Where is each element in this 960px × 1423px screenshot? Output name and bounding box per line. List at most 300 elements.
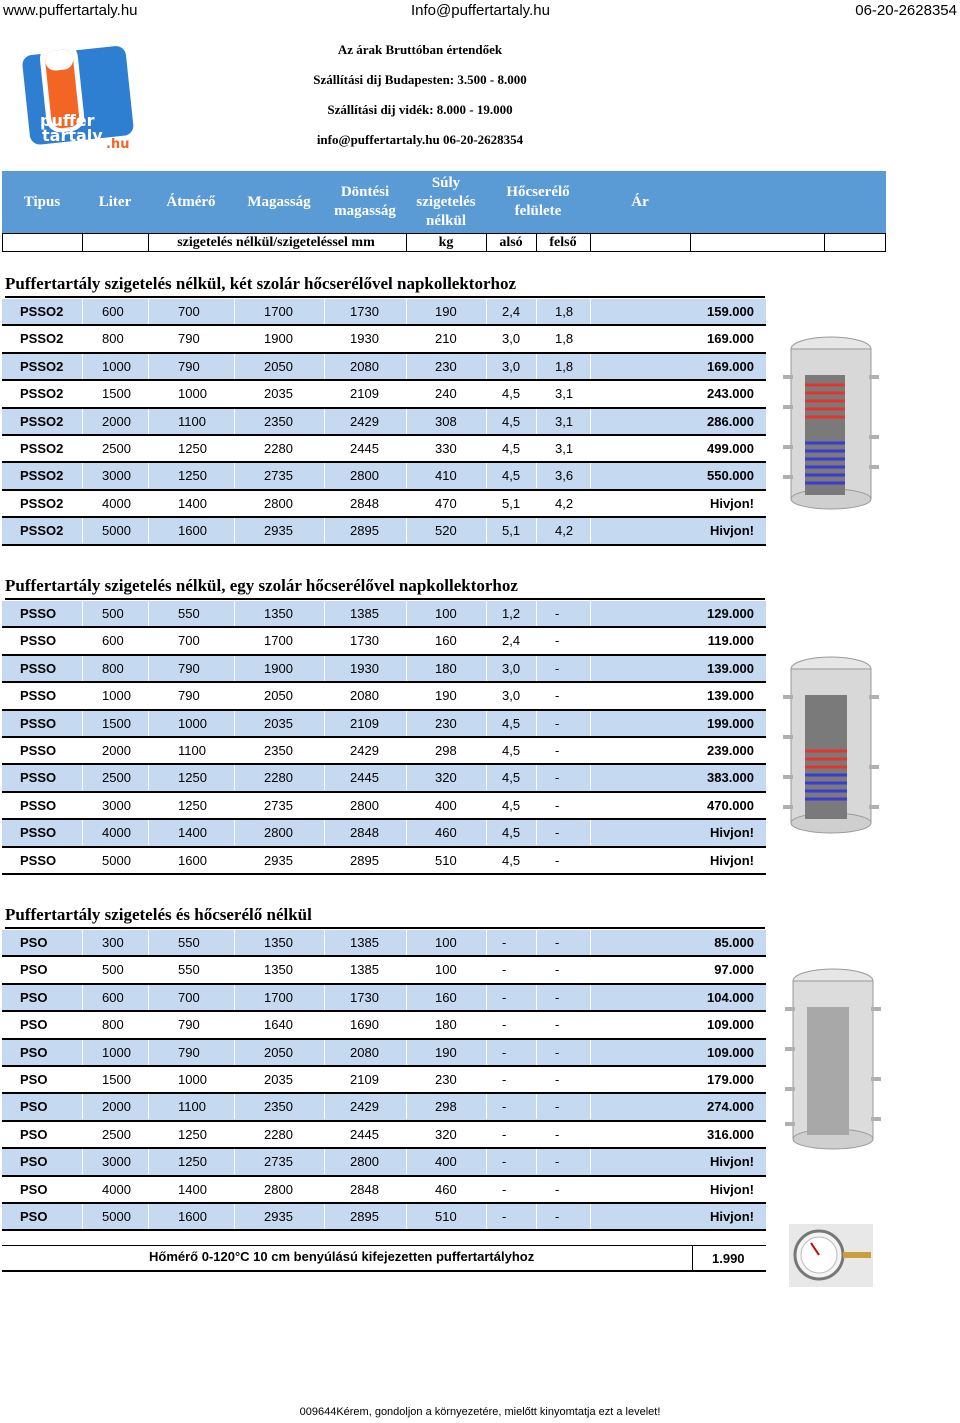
- cell-height: 1350: [264, 935, 293, 950]
- cell-liter: 3000: [102, 1154, 131, 1170]
- cell-weight: 100: [435, 935, 457, 950]
- cell-type: PSSO2: [20, 413, 64, 429]
- cell-type: PSSO: [20, 825, 57, 841]
- cell-tilt-height: 2080: [350, 358, 379, 374]
- cell-diameter: 1000: [178, 715, 207, 731]
- cell-liter: 800: [102, 331, 124, 347]
- cell-height: 2050: [264, 358, 293, 374]
- cell-hx-upper: 1,8: [555, 331, 574, 347]
- col-diameter: Átmérő: [166, 193, 216, 210]
- cell-height: 2800: [264, 495, 293, 511]
- cell-diameter: 1600: [178, 523, 207, 539]
- cell-diameter: 790: [178, 1044, 200, 1060]
- col-weight: Súly szigetelés nélkül: [416, 174, 476, 229]
- cell-type: PSSO2: [20, 386, 64, 402]
- cell-hx-lower: 4,5: [502, 852, 521, 868]
- table-row: [2, 930, 766, 957]
- table-row: [2, 1177, 766, 1204]
- cell-hx-upper: -: [555, 1044, 560, 1060]
- cell-hx-upper: 4,2: [555, 495, 574, 511]
- cell-price: 85.000: [714, 935, 754, 950]
- cell-liter: 600: [102, 633, 124, 649]
- cell-price: 179.000: [707, 1071, 754, 1087]
- cell-weight: 190: [435, 304, 457, 319]
- cell-diameter: 1600: [178, 852, 207, 868]
- table-row: [2, 1012, 766, 1039]
- cell-diameter: 1100: [178, 1099, 206, 1115]
- cell-price: 109.000: [707, 1017, 754, 1033]
- cell-hx-upper: -: [555, 797, 560, 813]
- cell-tilt-height: 1930: [350, 331, 379, 347]
- cell-hx-upper: -: [555, 989, 560, 1005]
- cell-weight: 180: [435, 660, 457, 676]
- table-row: [2, 848, 766, 875]
- sub-lower: alsó: [499, 234, 523, 250]
- table-row: [2, 326, 766, 353]
- cell-type: PSSO2: [20, 304, 64, 319]
- tank-one-coil-image: [783, 655, 879, 837]
- cell-height: 2735: [264, 797, 293, 813]
- cell-tilt-height: 2895: [350, 852, 379, 868]
- cell-price: Hivjon!: [709, 523, 754, 539]
- table-row: [2, 820, 766, 847]
- cell-diameter: 1100: [178, 413, 206, 429]
- cell-height: 1350: [264, 962, 293, 978]
- cell-price: 243.000: [707, 386, 754, 402]
- cell-hx-lower: 4,5: [502, 797, 521, 813]
- cell-weight: 210: [435, 331, 457, 347]
- cell-hx-lower: 3,0: [502, 660, 521, 676]
- cell-weight: 190: [435, 1044, 457, 1060]
- cell-type: PSSO: [20, 606, 57, 621]
- cell-tilt-height: 1385: [350, 962, 379, 978]
- cell-diameter: 1250: [178, 770, 207, 786]
- cell-price: Hivjon!: [709, 825, 754, 841]
- svg-text:puffer: puffer: [40, 111, 95, 130]
- cell-type: PSSO2: [20, 495, 64, 511]
- thermometer-row: [2, 1245, 766, 1272]
- cell-type: PSSO2: [20, 358, 64, 374]
- cell-tilt-height: 2895: [350, 1208, 379, 1224]
- cell-height: 2935: [264, 523, 293, 539]
- cell-liter: 2000: [102, 413, 131, 429]
- thermometer-price: 1.990: [712, 1251, 745, 1266]
- cell-price: 499.000: [707, 440, 754, 456]
- tank-two-coil-image: [783, 335, 879, 513]
- cell-weight: 100: [435, 962, 457, 978]
- cell-type: PSSO2: [20, 523, 64, 539]
- email-link[interactable]: Info@puffertartaly.hu: [411, 2, 550, 19]
- cell-liter: 1000: [102, 358, 131, 374]
- cell-hx-lower: 2,4: [502, 304, 521, 319]
- cell-height: 1700: [264, 633, 293, 649]
- cell-diameter: 1400: [178, 495, 207, 511]
- cell-price: 119.000: [707, 633, 754, 649]
- cell-type: PSSO: [20, 688, 57, 704]
- cell-hx-upper: -: [555, 935, 560, 950]
- cell-hx-upper: -: [555, 1071, 560, 1087]
- cell-hx-lower: -: [502, 1044, 507, 1060]
- cell-diameter: 790: [178, 688, 200, 704]
- cell-weight: 230: [435, 1071, 457, 1087]
- cell-height: 2935: [264, 1208, 293, 1224]
- cell-tilt-height: 1690: [350, 1017, 379, 1033]
- col-heat-exchanger: Hőcserélő felülete: [506, 184, 570, 219]
- cell-weight: 320: [435, 770, 457, 786]
- cell-price: 316.000: [707, 1126, 754, 1142]
- cell-diameter: 700: [178, 304, 200, 319]
- cell-price: Hivjon!: [709, 1154, 754, 1170]
- cell-hx-lower: -: [502, 1099, 507, 1115]
- cell-type: PSSO: [20, 660, 57, 676]
- cell-diameter: 700: [178, 633, 200, 649]
- cell-diameter: 790: [178, 331, 200, 347]
- cell-type: PSSO: [20, 852, 57, 868]
- cell-weight: 510: [435, 852, 457, 868]
- cell-weight: 410: [435, 468, 457, 484]
- cell-liter: 600: [102, 304, 124, 319]
- cell-type: PSSO: [20, 715, 57, 731]
- cell-type: PSO: [20, 1181, 48, 1197]
- cell-price: 286.000: [707, 413, 754, 429]
- table-no-coil: [2, 930, 766, 1231]
- cell-hx-upper: -: [555, 825, 560, 841]
- table-row: [2, 381, 766, 408]
- cell-diameter: 1250: [178, 797, 207, 813]
- cell-type: PSO: [20, 1154, 48, 1170]
- cell-price: 129.000: [707, 606, 754, 621]
- cell-tilt-height: 1730: [350, 989, 379, 1005]
- cell-height: 2035: [264, 715, 293, 731]
- table-row: [2, 518, 766, 545]
- cell-height: 2035: [264, 1071, 293, 1087]
- cell-liter: 1000: [102, 688, 131, 704]
- table-row: [2, 1094, 766, 1121]
- thermometer-label: Hőmérő 0-120°C 10 cm benyúlású kifejezetten puffertartályhoz: [149, 1249, 535, 1264]
- top-bar: [0, 0, 960, 24]
- cell-weight: 100: [435, 606, 457, 621]
- cell-height: 2935: [264, 852, 293, 868]
- cell-diameter: 550: [178, 606, 200, 621]
- price-notes: [200, 40, 640, 160]
- cell-hx-lower: -: [502, 1017, 507, 1033]
- cell-tilt-height: 2429: [350, 742, 379, 758]
- table-row: [2, 491, 766, 518]
- cell-height: 1700: [264, 304, 293, 319]
- cell-weight: 230: [435, 358, 457, 374]
- note-gross-prices: Az árak Bruttóban értendőek: [337, 42, 503, 57]
- brand-logo: [22, 40, 140, 152]
- cell-hx-lower: -: [502, 1071, 507, 1087]
- cell-liter: 300: [102, 935, 124, 950]
- cell-weight: 400: [435, 797, 457, 813]
- cell-liter: 2000: [102, 742, 131, 758]
- cell-tilt-height: 1385: [350, 606, 379, 621]
- website-link[interactable]: www.puffertartaly.hu: [3, 2, 138, 19]
- cell-tilt-height: 2429: [350, 1099, 379, 1115]
- table-row: [2, 683, 766, 710]
- cell-hx-upper: -: [555, 1017, 560, 1033]
- cell-liter: 4000: [102, 495, 131, 511]
- cell-height: 1700: [264, 989, 293, 1005]
- col-liter: Liter: [98, 193, 132, 210]
- cell-diameter: 1250: [178, 468, 207, 484]
- cell-liter: 2500: [102, 770, 131, 786]
- cell-tilt-height: 2080: [350, 688, 379, 704]
- section-title-one-coil: Puffertartály szigetelés nélkül, egy szolár hőcserélővel napkollektorhoz: [5, 576, 765, 600]
- cell-liter: 3000: [102, 468, 131, 484]
- cell-price: 169.000: [707, 358, 754, 374]
- cell-price: 97.000: [714, 962, 754, 978]
- sub-upper: felső: [549, 234, 577, 250]
- table-header: [2, 171, 886, 252]
- cell-hx-upper: -: [555, 660, 560, 676]
- cell-liter: 500: [102, 962, 124, 978]
- cell-type: PSSO: [20, 742, 57, 758]
- cell-hx-upper: -: [555, 1154, 560, 1170]
- cell-tilt-height: 2800: [350, 1154, 379, 1170]
- cell-weight: 510: [435, 1208, 457, 1224]
- cell-height: 2050: [264, 688, 293, 704]
- cell-height: 2350: [264, 742, 293, 758]
- cell-hx-lower: 3,0: [502, 358, 521, 374]
- cell-liter: 3000: [102, 797, 131, 813]
- table-one-coil: [2, 601, 766, 875]
- cell-weight: 230: [435, 715, 457, 731]
- table-row: [2, 628, 766, 655]
- table-row: [2, 765, 766, 792]
- cell-hx-upper: -: [555, 715, 560, 731]
- cell-price: 199.000: [707, 715, 754, 731]
- cell-liter: 5000: [102, 852, 131, 868]
- table-row: [2, 299, 766, 326]
- table-row: [2, 601, 766, 628]
- cell-height: 2350: [264, 413, 293, 429]
- cell-tilt-height: 2800: [350, 797, 379, 813]
- cell-diameter: 790: [178, 1017, 200, 1033]
- cell-hx-lower: 4,5: [502, 770, 521, 786]
- cell-tilt-height: 2445: [350, 440, 379, 456]
- cell-hx-lower: -: [502, 935, 507, 950]
- cell-tilt-height: 1385: [350, 935, 379, 950]
- cell-height: 2035: [264, 386, 293, 402]
- cell-liter: 4000: [102, 1181, 131, 1197]
- cell-price: 550.000: [707, 468, 754, 484]
- cell-liter: 1500: [102, 386, 131, 402]
- table-row: [2, 711, 766, 738]
- cell-weight: 308: [435, 413, 457, 429]
- table-row: [2, 985, 766, 1012]
- sub-kg: kg: [438, 234, 454, 250]
- cell-liter: 500: [102, 606, 124, 621]
- col-price: Ár: [631, 193, 649, 210]
- cell-type: PSO: [20, 935, 48, 950]
- cell-type: PSO: [20, 1208, 48, 1224]
- cell-tilt-height: 2429: [350, 413, 379, 429]
- cell-weight: 298: [435, 742, 457, 758]
- cell-hx-upper: -: [555, 688, 560, 704]
- cell-type: PSO: [20, 1044, 48, 1060]
- cell-diameter: 1250: [178, 440, 207, 456]
- cell-hx-lower: -: [502, 962, 507, 978]
- phone-number: 06-20-2628354: [855, 2, 957, 19]
- cell-hx-upper: -: [555, 633, 560, 649]
- cell-liter: 5000: [102, 523, 131, 539]
- cell-hx-lower: -: [502, 1181, 507, 1197]
- cell-type: PSO: [20, 989, 48, 1005]
- cell-liter: 600: [102, 989, 124, 1005]
- cell-price: Hivjon!: [709, 1181, 754, 1197]
- cell-height: 1900: [264, 331, 293, 347]
- cell-liter: 2500: [102, 440, 131, 456]
- cell-diameter: 1250: [178, 1154, 207, 1170]
- cell-hx-lower: 4,5: [502, 413, 521, 429]
- cell-tilt-height: 2445: [350, 1126, 379, 1142]
- cell-height: 2735: [264, 468, 293, 484]
- cell-tilt-height: 1730: [350, 304, 379, 319]
- cell-price: 139.000: [707, 660, 754, 676]
- cell-height: 1350: [264, 606, 293, 621]
- cell-type: PSO: [20, 1099, 48, 1115]
- cell-height: 1900: [264, 660, 293, 676]
- cell-tilt-height: 2848: [350, 825, 379, 841]
- cell-hx-upper: 3,1: [555, 413, 574, 429]
- cell-height: 2280: [264, 440, 293, 456]
- cell-hx-upper: 3,1: [555, 386, 574, 402]
- note-shipping-rural: Szállítási dij vidék: 8.000 - 19.000: [327, 102, 513, 117]
- cell-height: 2280: [264, 1126, 293, 1142]
- cell-price: Hivjon!: [709, 1208, 754, 1224]
- cell-tilt-height: 1930: [350, 660, 379, 676]
- cell-liter: 800: [102, 660, 124, 676]
- cell-diameter: 1250: [178, 1126, 207, 1142]
- cell-liter: 1500: [102, 1071, 131, 1087]
- cell-liter: 1500: [102, 715, 131, 731]
- cell-liter: 800: [102, 1017, 124, 1033]
- cell-diameter: 1000: [178, 1071, 207, 1087]
- cell-hx-upper: 3,1: [555, 440, 574, 456]
- cell-hx-lower: 3,0: [502, 688, 521, 704]
- cell-diameter: 550: [178, 962, 200, 978]
- cell-weight: 330: [435, 440, 457, 456]
- table-row: [2, 738, 766, 765]
- cell-price: 239.000: [707, 742, 754, 758]
- cell-price: 169.000: [707, 331, 754, 347]
- cell-hx-lower: 4,5: [502, 440, 521, 456]
- cell-price: 104.000: [707, 989, 754, 1005]
- cell-tilt-height: 2080: [350, 1044, 379, 1060]
- cell-height: 2735: [264, 1154, 293, 1170]
- cell-weight: 460: [435, 1181, 457, 1197]
- header-main-row: [2, 171, 886, 233]
- sub-mm: szigetelés nélkül/szigeteléssel mm: [177, 234, 375, 250]
- cell-weight: 160: [435, 989, 457, 1005]
- table-row: [2, 354, 766, 381]
- cell-type: PSO: [20, 1017, 48, 1033]
- cell-diameter: 1400: [178, 1181, 207, 1197]
- cell-type: PSSO2: [20, 468, 64, 484]
- cell-price: Hivjon!: [709, 852, 754, 868]
- cell-height: 2800: [264, 1181, 293, 1197]
- cell-hx-lower: 5,1: [502, 523, 521, 539]
- cell-type: PSO: [20, 1071, 48, 1087]
- cell-hx-upper: -: [555, 770, 560, 786]
- cell-hx-lower: -: [502, 1154, 507, 1170]
- cell-weight: 470: [435, 495, 457, 511]
- cell-hx-lower: -: [502, 1126, 507, 1142]
- svg-text:tartaly: tartaly: [42, 126, 103, 145]
- cell-hx-upper: 3,6: [555, 468, 574, 484]
- cell-hx-upper: 1,8: [555, 304, 574, 319]
- cell-hx-lower: 4,5: [502, 468, 521, 484]
- cell-hx-upper: -: [555, 962, 560, 978]
- cell-hx-lower: 4,5: [502, 742, 521, 758]
- header-sub-row: [2, 233, 886, 252]
- cell-diameter: 550: [178, 935, 200, 950]
- cell-hx-upper: -: [555, 606, 560, 621]
- cell-weight: 298: [435, 1099, 457, 1115]
- table-row: [2, 1122, 766, 1149]
- thermometer-image: [789, 1224, 873, 1287]
- cell-height: 1640: [264, 1017, 293, 1033]
- cell-price: 139.000: [707, 688, 754, 704]
- cell-tilt-height: 2800: [350, 468, 379, 484]
- cell-weight: 180: [435, 1017, 457, 1033]
- cell-tilt-height: 2109: [350, 386, 379, 402]
- cell-hx-lower: 5,1: [502, 495, 521, 511]
- cell-weight: 520: [435, 523, 457, 539]
- cell-tilt-height: 2895: [350, 523, 379, 539]
- section-title-no-coil: Puffertartály szigetelés és hőcserélő nélkül: [5, 905, 765, 929]
- cell-hx-lower: 4,5: [502, 825, 521, 841]
- cell-diameter: 1400: [178, 825, 207, 841]
- cell-tilt-height: 2109: [350, 1071, 379, 1087]
- cell-tilt-height: 2848: [350, 1181, 379, 1197]
- cell-hx-upper: -: [555, 1126, 560, 1142]
- cell-height: 2050: [264, 1044, 293, 1060]
- table-row: [2, 1149, 766, 1176]
- cell-weight: 460: [435, 825, 457, 841]
- table-row: [2, 436, 766, 463]
- cell-price: 109.000: [707, 1044, 754, 1060]
- cell-price: 470.000: [707, 797, 754, 813]
- cell-tilt-height: 2848: [350, 495, 379, 511]
- col-tilt-height: Döntési magasság: [334, 184, 396, 219]
- cell-hx-lower: 1,2: [502, 606, 521, 621]
- cell-diameter: 1100: [178, 742, 206, 758]
- cell-price: Hivjon!: [709, 495, 754, 511]
- cell-tilt-height: 1730: [350, 633, 379, 649]
- cell-height: 2350: [264, 1099, 293, 1115]
- cell-type: PSSO: [20, 633, 57, 649]
- cell-price: 274.000: [707, 1099, 754, 1115]
- table-row: [2, 957, 766, 984]
- cell-hx-lower: 2,4: [502, 633, 521, 649]
- cell-tilt-height: 2109: [350, 715, 379, 731]
- table-row: [2, 1067, 766, 1094]
- cell-price: 383.000: [707, 770, 754, 786]
- section-title-two-coil: Puffertartály szigetelés nélkül, két szolár hőcserélővel napkollektorhoz: [5, 274, 765, 298]
- cell-hx-upper: -: [555, 742, 560, 758]
- svg-text:.hu: .hu: [106, 137, 130, 152]
- cell-type: PSSO: [20, 797, 57, 813]
- note-contact: info@puffertartaly.hu 06-20-2628354: [316, 132, 524, 147]
- cell-type: PSSO: [20, 770, 57, 786]
- cell-hx-upper: -: [555, 1181, 560, 1197]
- cell-price: 159.000: [707, 304, 754, 319]
- cell-liter: 5000: [102, 1208, 131, 1224]
- cell-hx-upper: -: [555, 1099, 560, 1115]
